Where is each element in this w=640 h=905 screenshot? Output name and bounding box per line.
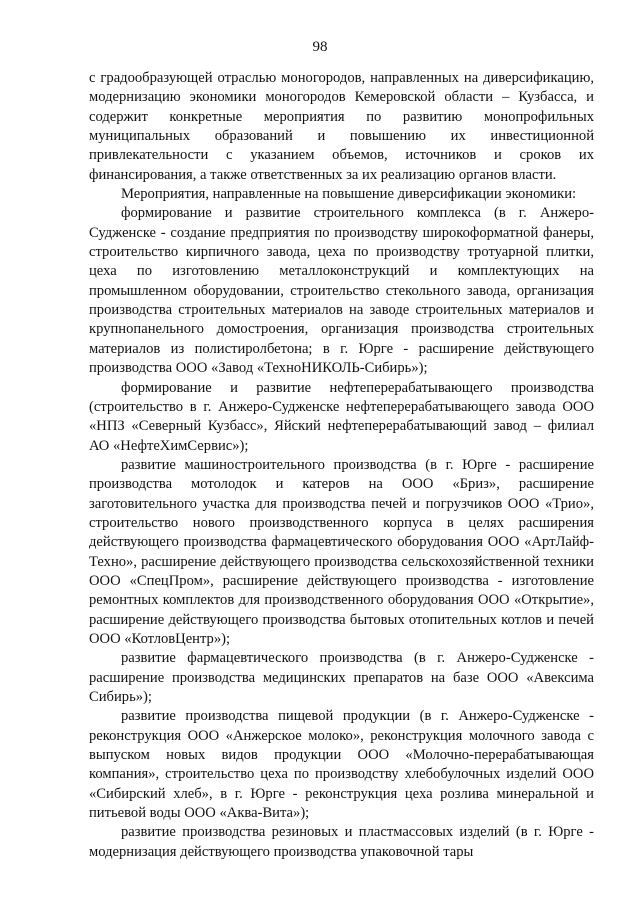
paragraph-machine-building: развитие машиностроительного производства (в г. Юрге - расширение производства мотолодок и катеров на ООО «Бриз», расширение заготовительного участка для производства печей и погрузчиков ООО «Трио», строительство нового производственного корпуса в целях расширения действующего производства фармацевтического оборудования ООО «АртЛайф-Техно», расширение действующего производства сельскохозяйственной техники ООО «СпецПром», расширение действующего производства - изготовление ремонтных комплектов для производственного оборудования ООО «Открытие», расширение действующего производства бытовых отопительных котлов и печей ООО «КотловЦентр»); <box>89 456 594 647</box>
paragraph-oil-refining: формирование и развитие нефтеперерабатывающего производства (строительство в г. Анжеро-Судженске нефтеперерабатывающего завода ООО «НПЗ «Северный Кузбасс», Яйский нефтеперерабатывающий завод – филиал АО «НефтеХимСервис»); <box>89 379 594 454</box>
paragraph-rubber-plastic: развитие производства резиновых и пластмассовых изделий (в г. Юрге - модернизация действующего производства упаковочной тары <box>89 824 594 860</box>
paragraph-continuation: с градообразующей отраслью моногородов, направленных на диверсификацию, модернизацию экономики моногородов Кемеровской области – Кузбасса, и содержит конкретные мероприятия по развитию монопрофильных муниципальных образований и повышению их инвестиционной привлекательности с указанием объемов, источников и сроков их финансирования, а также ответственных за их реализацию органов власти. <box>89 70 594 183</box>
paragraph-measures-heading: Мероприятия, направленные на повышение диверсификации экономики: <box>121 186 577 203</box>
paragraph-construction-complex: формирование и развитие строительного комплекса (в г. Анжеро-Судженске - создание предприятия по производству широкоформатной фанеры, строительство кирпичного завода, цеха по производству тротуарной плитки, цеха по изготовлению металлоконструкций и комплектующих на промышленном оборудовании, строительство стекольного завода, организация производства строительных материалов на заводе строительных материалов и крупнопанельного домостроения, организация производства строительных материалов из полистиролбетона; в г. Юрге - расширение действующего производства ООО «Завод «ТехноНИКОЛЬ-Сибирь»); <box>89 205 594 377</box>
paragraph-food-production: развитие производства пищевой продукции (в г. Анжеро-Судженске - реконструкция ООО «Анжерское молоко», реконструкция молочного завода с выпуском новых видов продукции ООО «Молочно-перерабатывающая компания», строительство цеха по производству хлебобулочных изделий ООО «Сибирский хлеб», в г. Юрге - реконструкция цеха розлива минеральной и питьевой воды ООО «Аква-Вита»); <box>89 708 594 822</box>
paragraph-pharmaceutical: развитие фармацевтического производства (в г. Анжеро-Судженске - расширение производства медицинских препаратов на базе ООО «Авексима Сибирь»); <box>89 650 594 705</box>
document-body <box>89 69 594 862</box>
page-number: 98 <box>312 39 328 55</box>
